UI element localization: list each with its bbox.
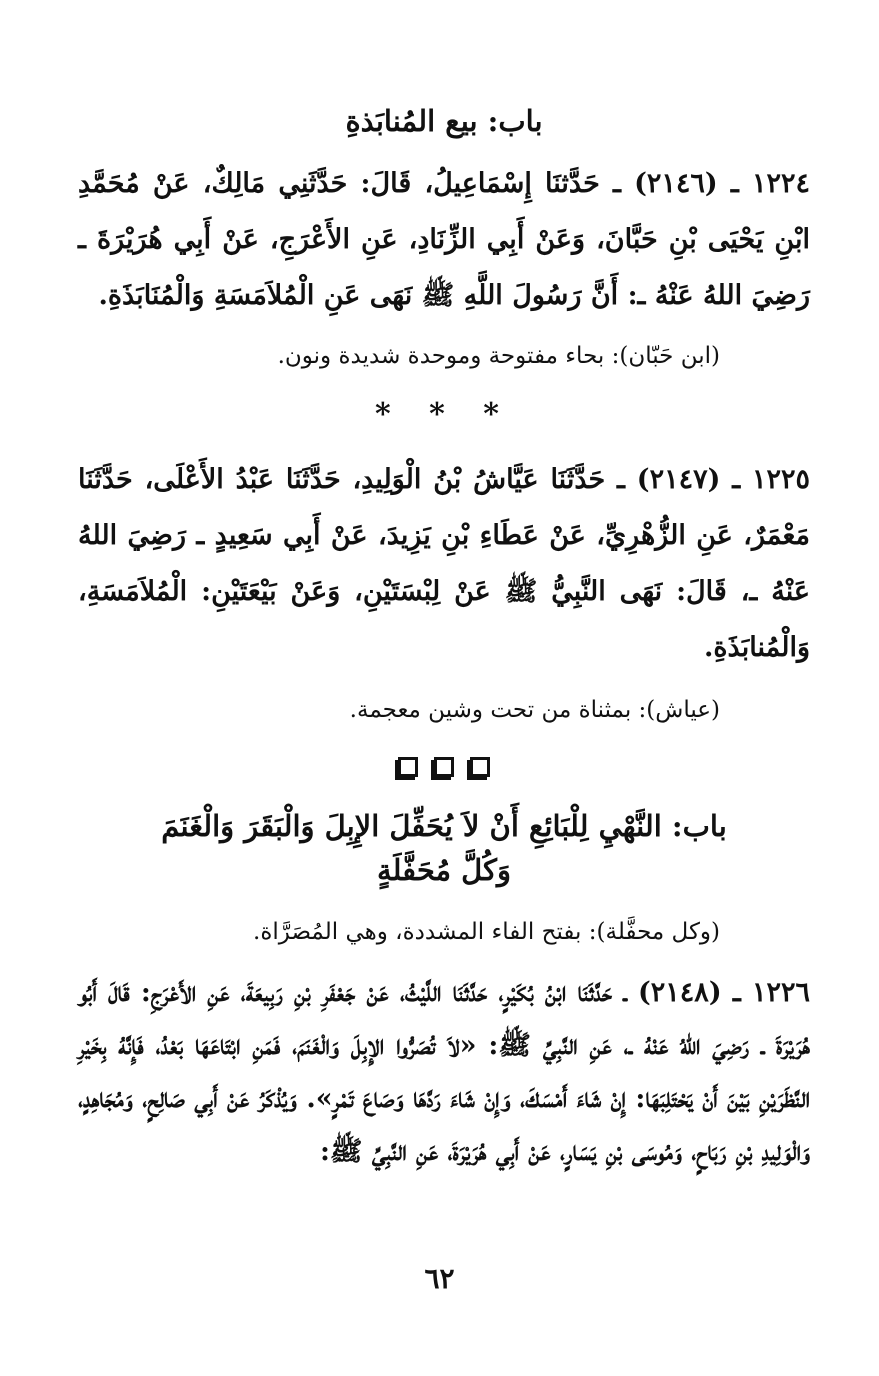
separator-stars: * * *: [375, 397, 513, 432]
chapter-heading-munabadha: [78, 96, 810, 146]
separator-boxes: [78, 752, 810, 782]
box-ornament: [470, 757, 490, 777]
hadith-1226: ١٢٢٦ ـ (٢١٤٨) ـ حَدَّثَنَا ابْنُ بُكَيْرٍ، حَدَّثَنَا اللَّيْثُ، عَنْ جَعْفَرِ بْنِ رَبِيعَةَ، عَنِ الأَعْرَجِ: قَالَ أَبُو هُرَيْرَةَ ـ رَضِيَ اللهُ عَنْهُ ـ، عَنِ النَّبِيِّ ﷺ: «لاَ تُصَرُّوا الإِبِلَ وَالْغَنَمَ، فَمَنِ ابْتَاعَهَا بَعْدُ، فَإِنَّهُ بِخَيْرِ النَّظَرَيْنِ بَيْنَ أَنْ يَحْتَلِبَهَا: إِنْ شَاءَ أَمْسَكَ، وَإِنْ شَاءَ رَدَّهَا وَصَاعَ تَمْرٍ». وَيُذْكَرُ عَنْ أَبِي صَالِحٍ، وَمُجَاهِدٍ، وَالْوَلِيدِ بْنِ رَبَاحٍ، وَمُوسَى بْنِ يَسَارٍ، عَنْ أَبِي هُرَيْرَةَ، عَنِ النَّبِيِّ ﷺ:: [78, 977, 810, 1167]
heading-line-1: [78, 804, 810, 848]
page-number: ٦٢: [424, 1262, 455, 1295]
hadith-1225: ١٢٢٥ ـ (٢١٤٧) ـ حَدَّثَنَا عَيَّاشُ بْنُ الْوَلِيدِ، حَدَّثَنَا عَبْدُ الأَعْلَى، حَدَّثَنَا مَعْمَرٌ، عَنِ الزُّهْرِيِّ، عَنْ عَطَاءِ بْنِ يَزِيدَ، عَنْ أَبِي سَعِيدٍ ـ رَضِيَ اللهُ عَنْهُ ـ، قَالَ: نَهَى النَّبِيُّ ﷺ عَنْ لِبْسَتَيْنِ، وَعَنْ بَيْعَتَيْنِ: الْمُلاَمَسَةِ، وَالْمُنابَذَةِ.: [78, 464, 810, 663]
bab-label: باب: [498, 104, 543, 138]
heading-title-line-1: : النَّهْيِ لِلْبَائِعِ أَنْ لاَ يُحَفِّلَ الإِبِلَ وَالْبَقَرَ وَالْغَنَمَ: [161, 809, 683, 843]
box-ornament: [434, 757, 454, 777]
chapter-heading-tahfil: [78, 804, 810, 892]
note-ibn-hibban: (ابن حَبّان): بحاء مفتوحة وموحدة شديدة ونون.: [277, 343, 720, 369]
heading-title-line-2: وَكُلَّ مُحَفَّلَةٍ: [377, 853, 511, 887]
note-muhaffala: (وكل محفَّلة): بفتح الفاء المشددة، وهي المُصَرَّاة.: [253, 919, 720, 945]
heading-title: : بيع المُنابَذةِ: [345, 104, 499, 138]
note-ayyash: (عياش): بمثناة من تحت وشين معجمة.: [349, 697, 720, 723]
bab-label: باب: [682, 809, 727, 843]
page-content: [78, 90, 810, 1178]
hadith-1224: ١٢٢٤ ـ (٢١٤٦) ـ حَدَّثنَا إِسْمَاعِيلُ، قَالَ: حَدَّثَنِي مَالِكٌ، عَنْ مُحَمَّدِ ابْنِ يَحْيَى بْنِ حَبَّانَ، وَعَنْ أَبِي الزِّنَادِ، عَنِ الأَعْرَجِ، عَنْ أَبِي هُرَيْرَةَ ـ رَضِيَ اللهُ عَنْهُ ـ: أَنَّ رَسُولَ اللَّهِ ﷺ نَهَى عَنِ الْمُلاَمَسَةِ وَالْمُنَابَذَةِ.: [78, 168, 810, 311]
box-ornament: [398, 757, 418, 777]
